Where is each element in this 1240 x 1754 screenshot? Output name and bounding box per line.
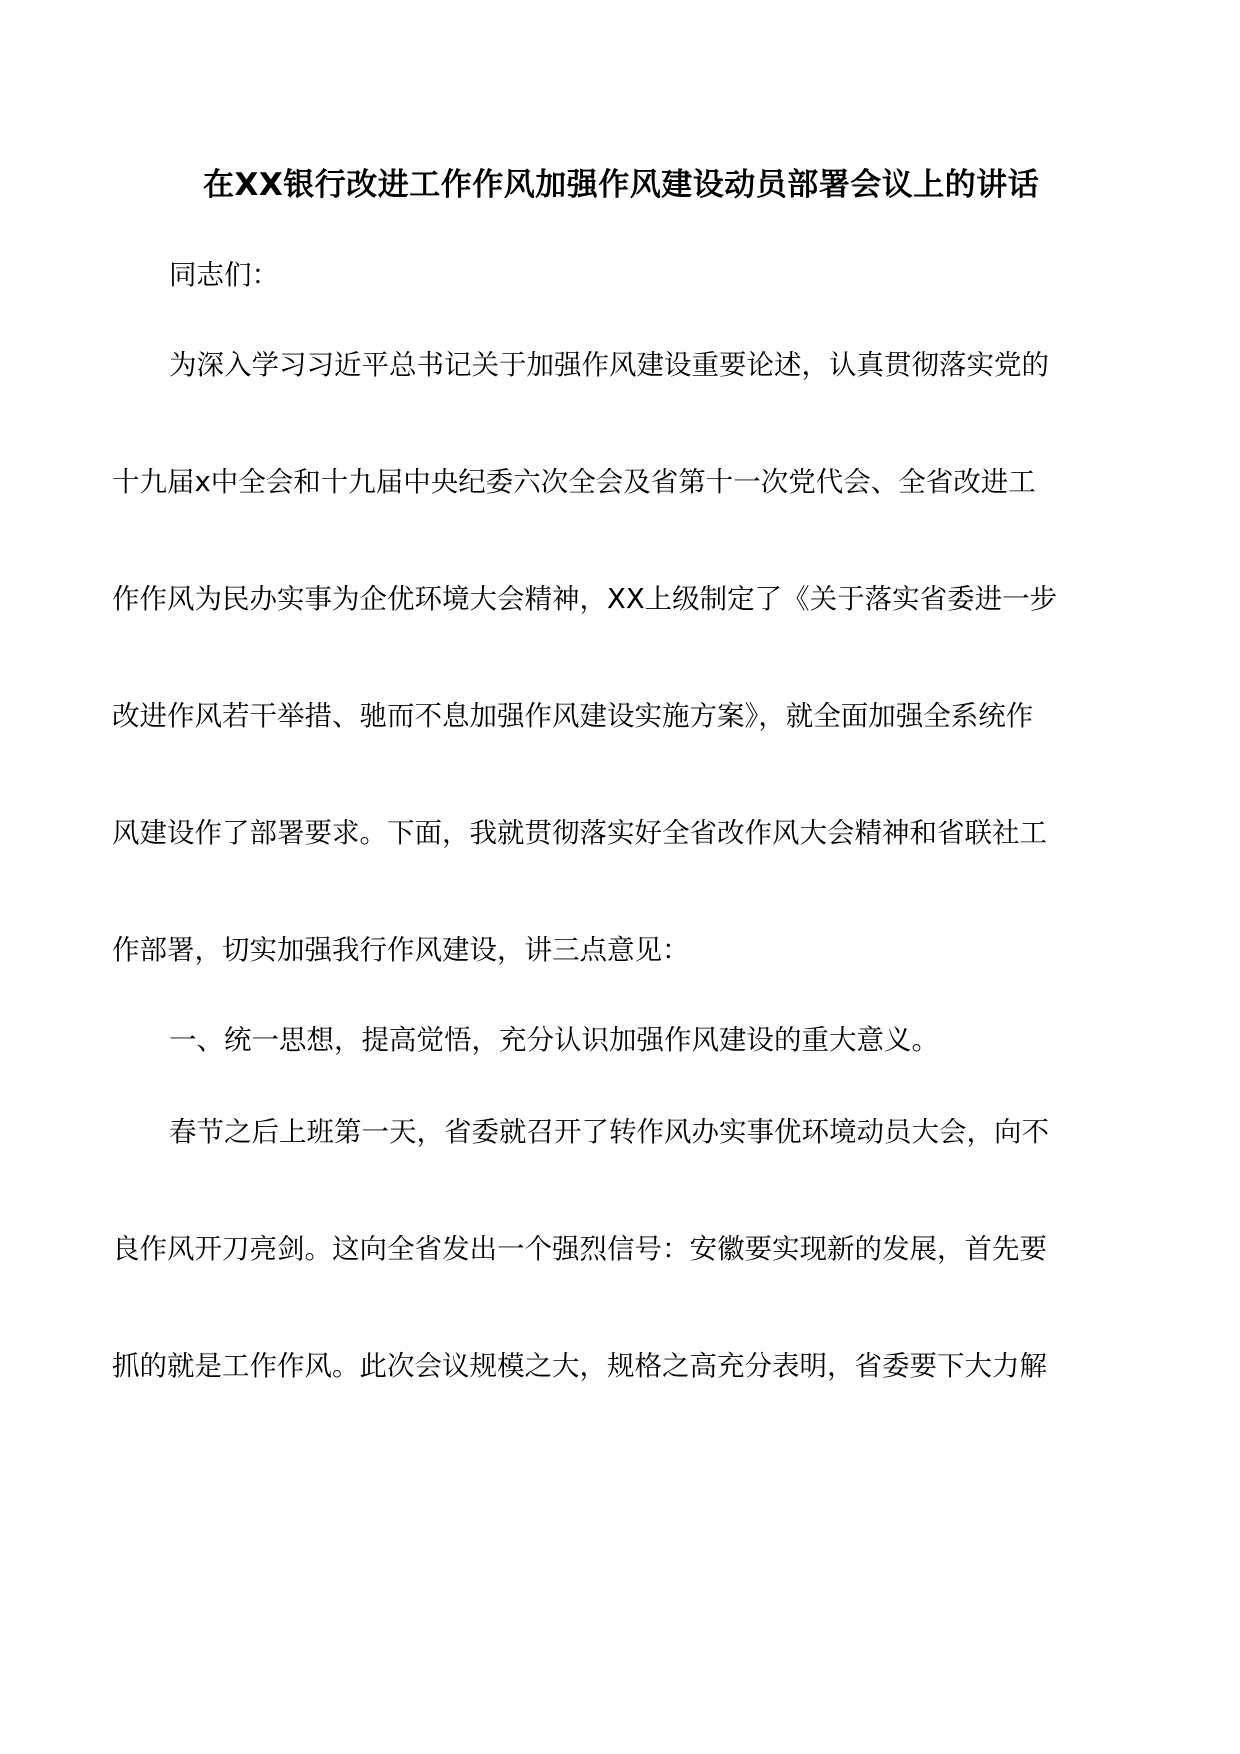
paragraph-line: 作作风为民办实事为企优环境大会精神，XX上级制定了《关于落实省委进一步 (112, 583, 1058, 615)
paragraph-line: 春节之后上班第一天，省委就召开了转作风办实事优环境动员大会，向不 (169, 1116, 1049, 1148)
paragraph-line: 风建设作了部署要求。下面，我就贯彻落实好全省改作风大会精神和省联社工 (112, 817, 1047, 849)
document-title: 在XX银行改进工作作风加强作风建设动员部署会议上的讲话 (203, 167, 1040, 203)
section-heading: 一、统一思想，提高觉悟，充分认识加强作风建设的重大意义。 (169, 1024, 939, 1056)
salutation: 同志们： (169, 259, 279, 291)
paragraph-line: 改进作风若干举措、驰而不息加强作风建设实施方案》，就全面加强全系统作 (112, 700, 1034, 732)
paragraph-line: 抓的就是工作作风。此次会议规模之大，规格之高充分表明，省委要下大力解 (112, 1350, 1047, 1382)
paragraph-line: 良作风开刀亮剑。这向全省发出一个强烈信号：安徽要实现新的发展，首先要 (112, 1233, 1047, 1265)
paragraph-line: 为深入学习习近平总书记关于加强作风建设重要论述，认真贯彻落实党的 (169, 349, 1049, 381)
paragraph-line: 十九届x中全会和十九届中央纪委六次全会及省第十一次党代会、全省改进工 (112, 466, 1036, 498)
paragraph-line: 作部署，切实加强我行作风建设，讲三点意见： (112, 934, 690, 966)
